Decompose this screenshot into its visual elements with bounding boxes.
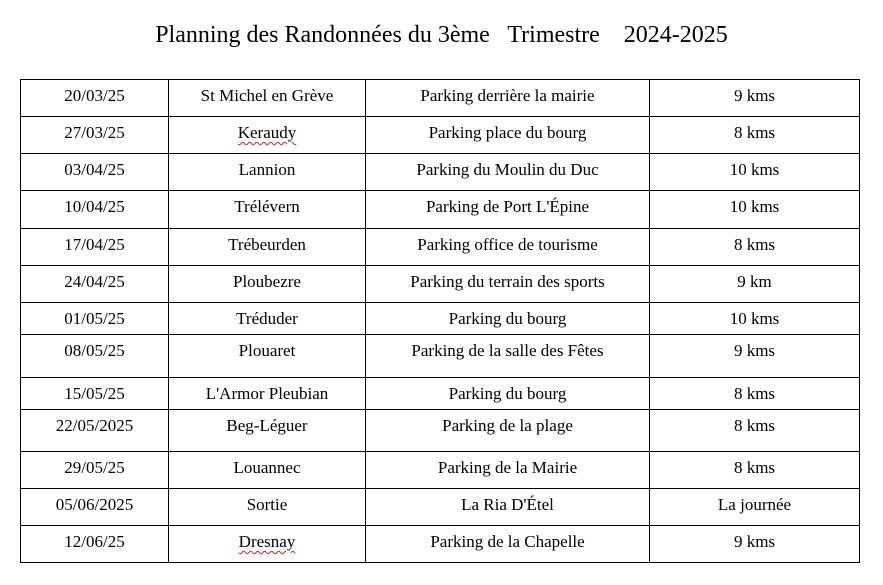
date-cell: 05/06/2025 [21,489,169,526]
date-cell: 17/04/25 [21,229,169,266]
town-cell: Trébeurden [169,229,366,266]
meeting-point-cell: Parking de la Chapelle [366,526,650,563]
distance-cell: 9 km [650,266,860,303]
distance-cell: 9 kms [650,335,860,378]
table-row [21,303,860,335]
date-cell: 08/05/25 [21,335,169,378]
date-cell: 22/05/2025 [21,410,169,452]
table-row [21,410,860,452]
table-row [21,378,860,410]
distance-cell: 9 kms [650,526,860,563]
meeting-point-cell: Parking du terrain des sports [366,266,650,303]
table-row [21,191,860,229]
table-row [21,489,860,526]
distance-cell: 9 kms [650,80,860,117]
town-label: Dresnay [238,532,296,551]
date-cell: 10/04/25 [21,191,169,229]
date-cell: 12/06/25 [21,526,169,563]
meeting-point-cell: Parking derrière la mairie [366,80,650,117]
table-row [21,229,860,266]
town-cell: Plouaret [169,335,366,378]
meeting-point-cell: Parking du bourg [366,303,650,335]
town-cell: Lannion [169,154,366,191]
date-cell: 15/05/25 [21,378,169,410]
date-cell: 24/04/25 [21,266,169,303]
town-cell [169,526,366,563]
town-cell: Beg-Léguer [169,410,366,452]
distance-cell: 10 kms [650,191,860,229]
date-cell: 03/04/25 [21,154,169,191]
distance-cell: 8 kms [650,117,860,154]
meeting-point-cell: Parking de la Mairie [366,452,650,489]
date-cell: 01/05/25 [21,303,169,335]
town-cell: St Michel en Grève [169,80,366,117]
meeting-point-cell: Parking place du bourg [366,117,650,154]
distance-cell: 8 kms [650,452,860,489]
hike-schedule-table [20,79,860,563]
meeting-point-cell: Parking de la plage [366,410,650,452]
date-cell: 29/05/25 [21,452,169,489]
meeting-point-cell: Parking du bourg [366,378,650,410]
distance-cell: 8 kms [650,378,860,410]
meeting-point-cell: Parking office de tourisme [366,229,650,266]
distance-cell: 8 kms [650,229,860,266]
town-label: Keraudy [237,123,297,142]
town-cell: Ploubezre [169,266,366,303]
town-cell: Trélévern [169,191,366,229]
meeting-point-cell: Parking de la salle des Fêtes [366,335,650,378]
table-row [21,117,860,154]
town-cell: Sortie [169,489,366,526]
distance-cell: 10 kms [650,154,860,191]
date-cell: 20/03/25 [21,80,169,117]
table-row [21,154,860,191]
table-row [21,80,860,117]
table-row [21,452,860,489]
distance-cell: 10 kms [650,303,860,335]
town-cell: L'Armor Pleubian [169,378,366,410]
meeting-point-cell: La Ria D'Étel [366,489,650,526]
town-cell: Tréduder [169,303,366,335]
town-cell [169,117,366,154]
distance-cell: 8 kms [650,410,860,452]
table-row [21,335,860,378]
meeting-point-cell: Parking de Port L'Épine [366,191,650,229]
meeting-point-cell: Parking du Moulin du Duc [366,154,650,191]
page-title: Planning des Randonnées du 3ème Trimestre 2024-2025 [155,22,728,48]
town-cell: Louannec [169,452,366,489]
distance-cell: La journée [650,489,860,526]
date-cell: 27/03/25 [21,117,169,154]
table-row [21,526,860,563]
table-row [21,266,860,303]
